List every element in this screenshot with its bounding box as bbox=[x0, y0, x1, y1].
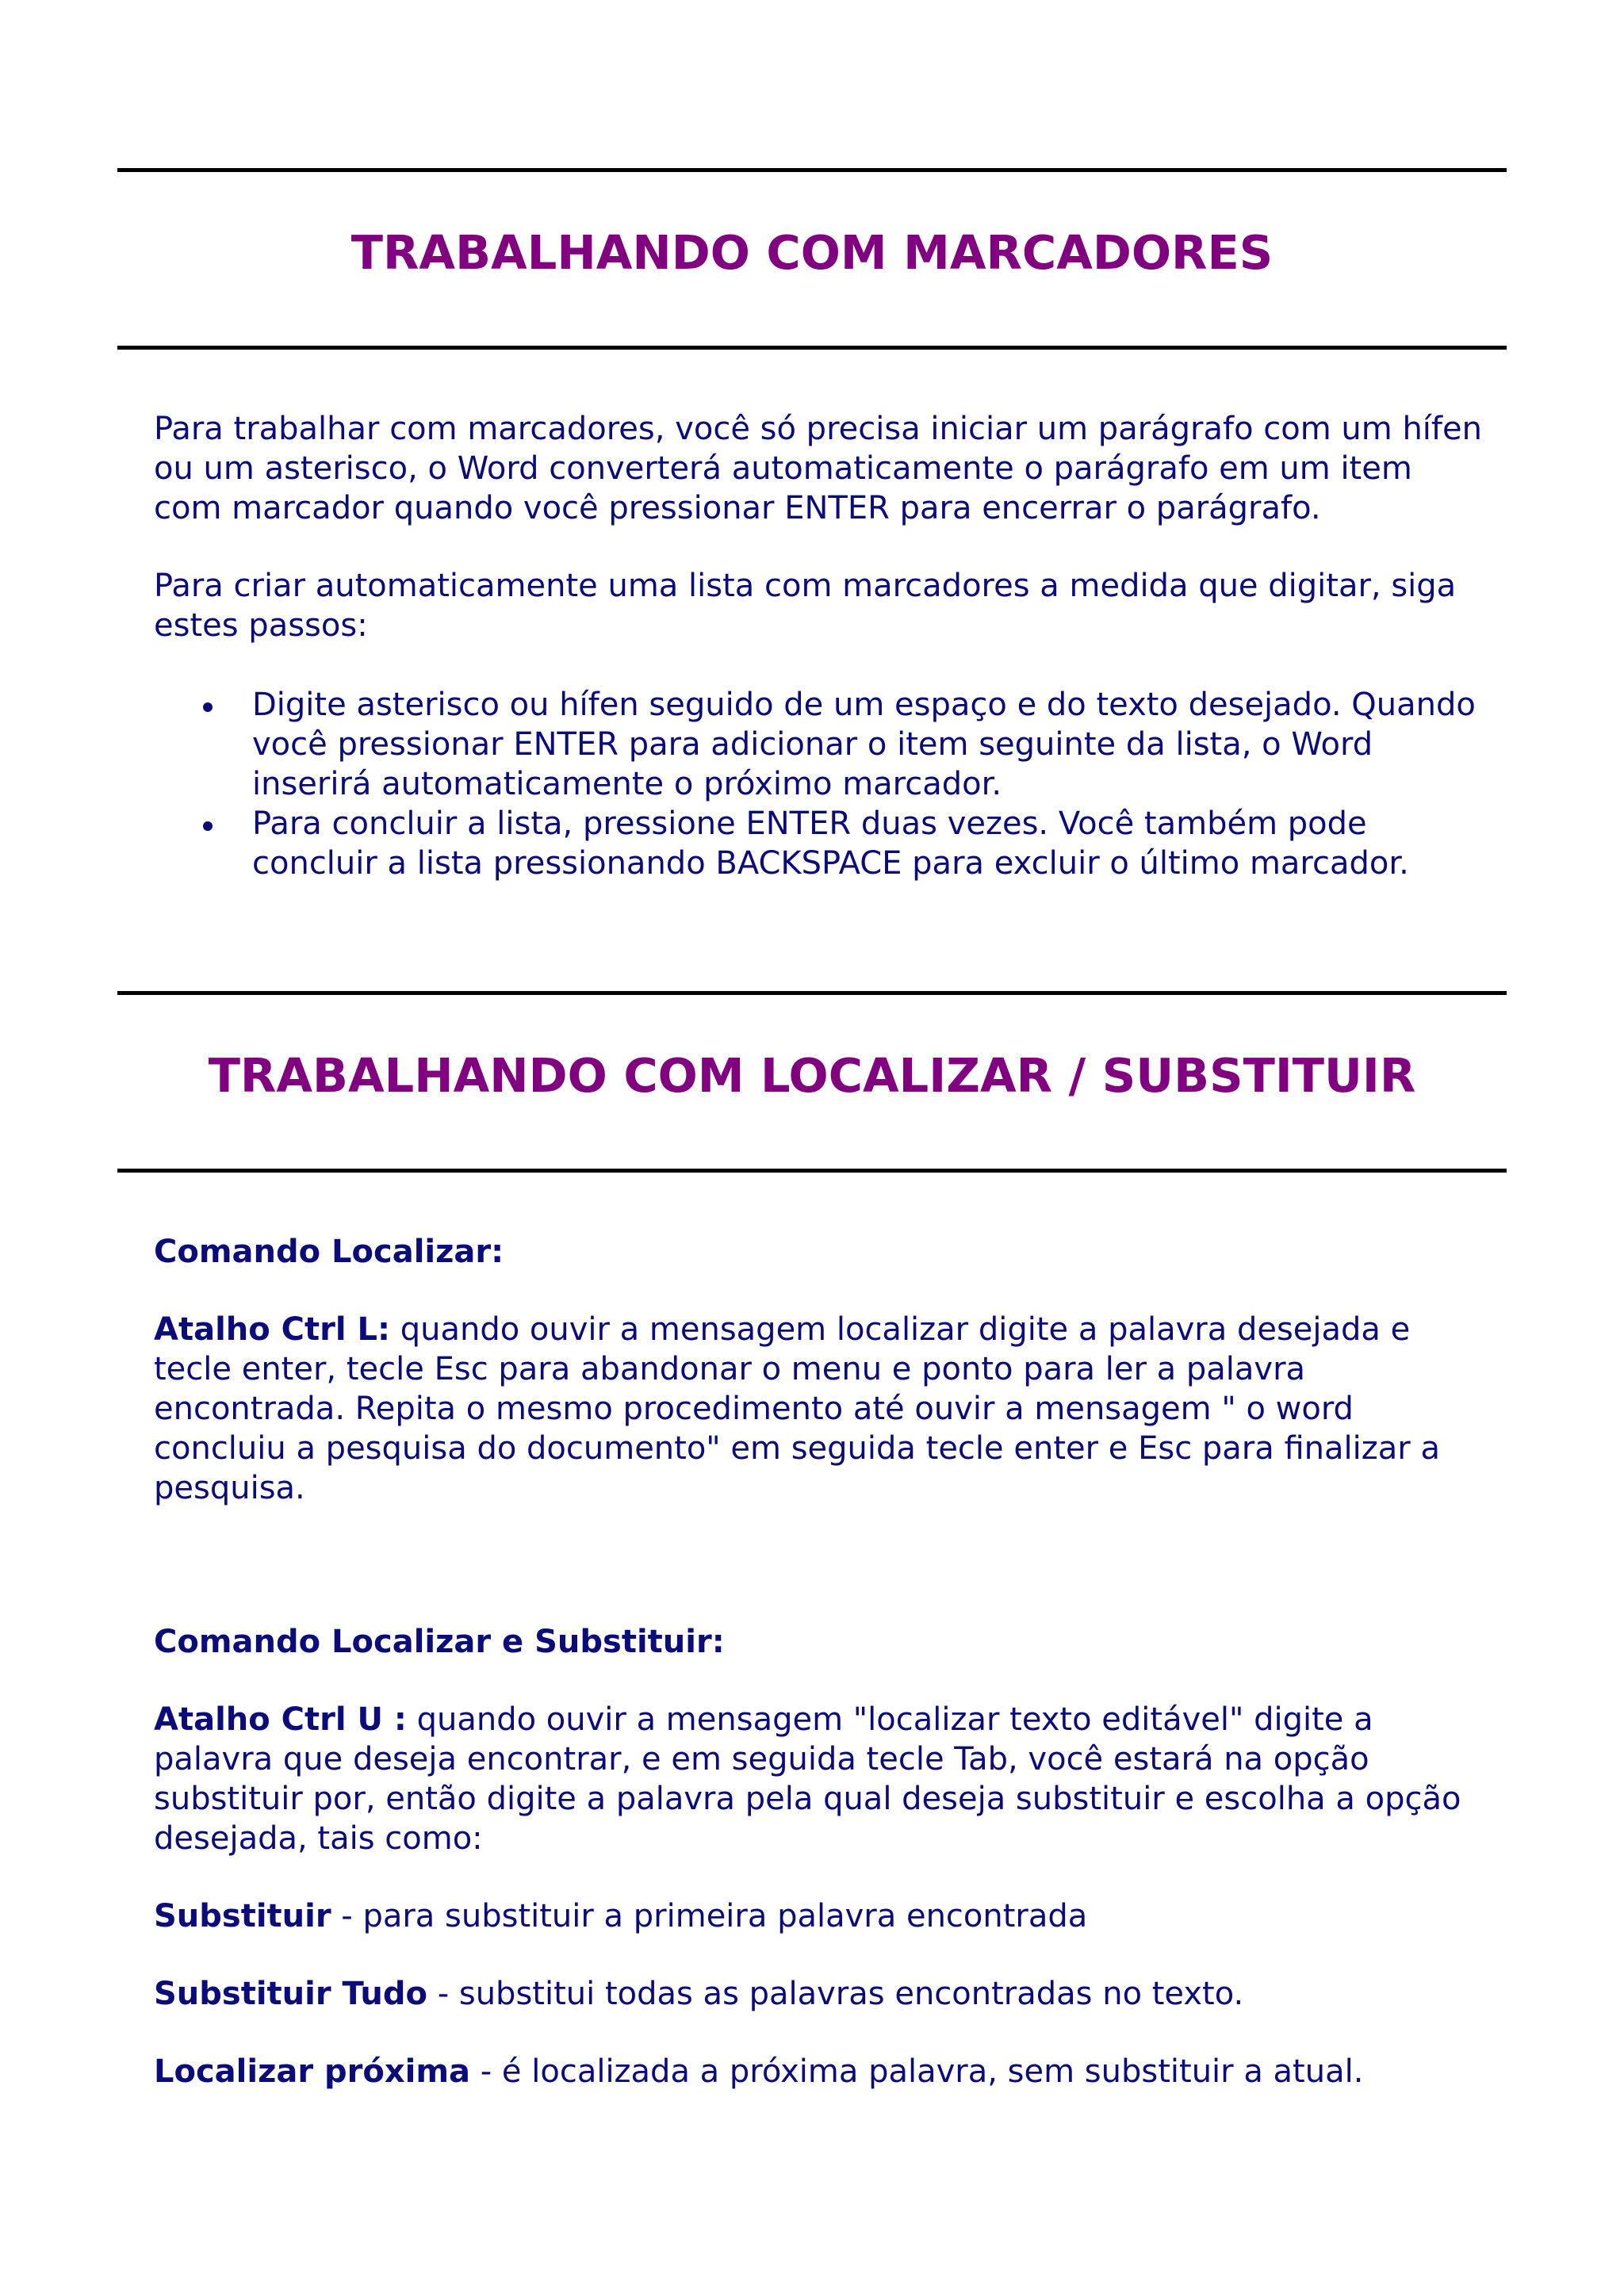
option-text: - para substituir a primeira palavra encontrada bbox=[331, 1898, 1088, 1934]
replace-command-description bbox=[154, 1700, 1486, 1858]
replace-shortcut-label: Atalho Ctrl U : bbox=[154, 1701, 407, 1738]
bullet-text: Digite asterisco ou hífen seguido de um espaço e do texto desejado. Quando você pressionar ENTER para adicionar o item seguinte da lista, o Word inserirá automaticamente o próximo marcador. bbox=[252, 687, 1476, 802]
option-replace bbox=[154, 1896, 1486, 1936]
top-rule-section1 bbox=[117, 168, 1507, 172]
bullet-icon bbox=[203, 821, 213, 831]
option-text: - é localizada a próxima palavra, sem substituir a atual. bbox=[470, 2053, 1364, 2090]
list-item bbox=[154, 685, 1486, 804]
option-find-next bbox=[154, 2052, 1486, 2091]
find-command-description bbox=[154, 1310, 1486, 1508]
section1-paragraph1: Para trabalhar com marcadores, você só precisa iniciar um parágrafo com um hífen ou um asterisco, o Word converterá automaticamente o parágrafo em um item com marcador quando você pressionar ENTER para encerrar o parágrafo. bbox=[154, 411, 1482, 526]
option-text: - substitui todas as palavras encontradas no texto. bbox=[427, 1976, 1244, 2012]
bullet-list bbox=[154, 685, 1486, 883]
bullet-text: Para concluir a lista, pressione ENTER duas vezes. Você também pode concluir a lista pressionando BACKSPACE para excluir o último marcador. bbox=[252, 806, 1409, 882]
replace-command-heading: Comando Localizar e Substituir: bbox=[154, 1624, 725, 1660]
bottom-rule-section2 bbox=[117, 1169, 1507, 1173]
option-label: Localizar próxima bbox=[154, 2053, 471, 2090]
replace-shortcut-text: quando ouvir a mensagem "localizar texto editável" digite a palavra que deseja encontrar, e em seguida tecle Tab, você estará na opção substituir por, então digite a palavra pela qual deseja substituir e escolha a opção desejada, tais como: bbox=[154, 1701, 1461, 1857]
option-label: Substituir bbox=[154, 1898, 331, 1934]
section1-title: TRABALHANDO COM MARCADORES bbox=[350, 225, 1274, 280]
find-shortcut-text: quando ouvir a mensagem localizar digite a palavra desejada e tecle enter, tecle Esc para abandonar o menu e ponto para ler a palavra encontrada. Repita o mesmo procedimento até ouvir a mensagem " o word concluiu a pesquisa do documento" em seguida tecle enter e Esc para finalizar a pesquisa. bbox=[154, 1311, 1440, 1506]
option-label: Substituir Tudo bbox=[154, 1976, 427, 2012]
top-rule-section2 bbox=[117, 991, 1507, 995]
list-item bbox=[154, 804, 1486, 883]
bullet-icon bbox=[203, 702, 213, 712]
option-replace-all bbox=[154, 1974, 1486, 2014]
bottom-rule-section1 bbox=[117, 346, 1507, 350]
section2-title: TRABALHANDO COM LOCALIZAR / SUBSTITUIR bbox=[208, 1048, 1416, 1103]
section1-paragraph2: Para criar automaticamente uma lista com marcadores a medida que digitar, siga estes passos: bbox=[154, 568, 1457, 644]
find-command-heading: Comando Localizar: bbox=[154, 1234, 504, 1270]
find-shortcut-label: Atalho Ctrl L: bbox=[154, 1311, 390, 1348]
